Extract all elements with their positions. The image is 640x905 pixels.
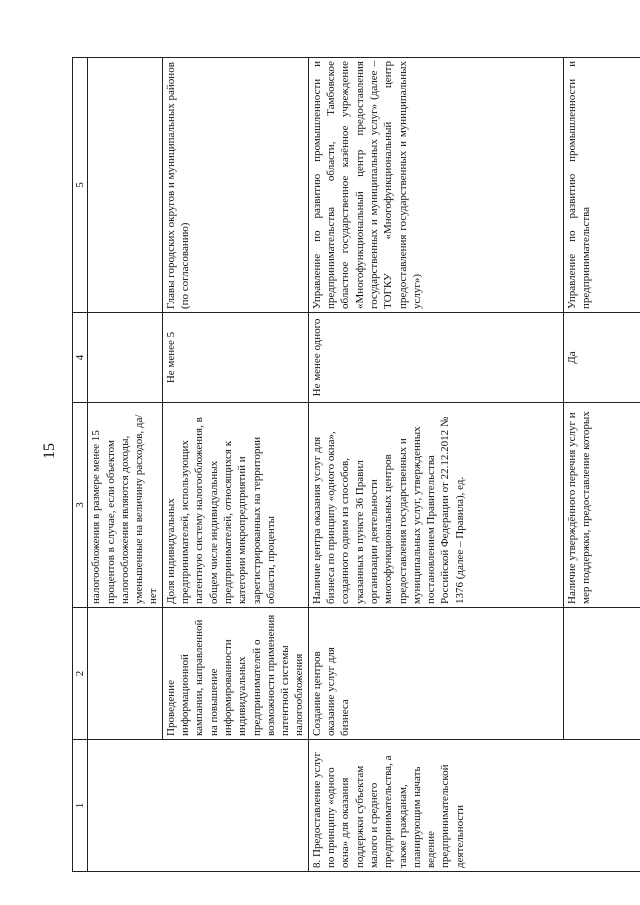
row4-col3: Наличие утверждённого перечня услуг и мер поддержки, предоставление которых <box>563 403 640 608</box>
row2-col2: Проведение информационной кампании, направленной на повышение информированности индивидуальных предпринимателей о возможности применения патентной системы налогообложения <box>162 608 308 740</box>
row3-col4: Не менее одного <box>308 313 563 403</box>
row1-col1 <box>88 740 308 872</box>
row1-col5 <box>88 58 162 313</box>
header-col-4: 4 <box>73 313 88 403</box>
row1-col4 <box>88 313 162 403</box>
row2-col3: Доля индивидуальных предпринимателей, использующих патентную систему налогообложения, в общем числе индивидуальных предпринимателей, относящихся к категории микропредприятий и зарегистрированных на территории области, проценты <box>162 403 308 608</box>
row4-col4: Да <box>563 313 640 403</box>
header-col-2: 2 <box>73 608 88 740</box>
row3-col2: Создание центров оказание услуг для бизнеса <box>308 608 563 740</box>
row3-col5: Управление по развитию промышленности и предпринимательства области, Тамбовское областное государственное казённое учреждение «Многофункциональный центр предоставления государственных и муниципальных услуг» (далее – ТОГКУ «Многофункциональный центр предоставления государственных и муниципальных услуг») <box>308 58 563 313</box>
header-col-5: 5 <box>73 58 88 313</box>
row1-col2 <box>88 608 162 740</box>
row4-col5: Управление по развитию промышленности и предпринимательства <box>563 58 640 313</box>
document-table-rotated <box>72 58 592 872</box>
row2-col4: Не менее 5 <box>162 313 308 403</box>
header-col-3: 3 <box>73 403 88 608</box>
page-number: 15 <box>41 443 58 459</box>
row1-col3: налогообложения в размере менее 15 процентов в случае, если объектом налогообложения являются доходы, уменьшенные на величину расходов, да/нет <box>88 403 162 608</box>
table-row <box>88 58 162 872</box>
row4-col2 <box>563 608 640 740</box>
row3-col3: Наличие центра оказания услуг для бизнеса по принципу «одного окна», созданного одним из способов, указанных в пункте 36 Правил организации деятельности многофункциональных центров предоставления государственных и муниципальных услуг, утвержденных постановлением Правительства Российской Федерации от 22.12.2012 № 1376 (далее – Правила), ед. <box>308 403 563 608</box>
header-col-1: 1 <box>73 740 88 872</box>
header-row <box>73 58 88 872</box>
measures-table <box>72 57 640 872</box>
row2-col5: Главы городских округов и муниципальных районов (по согласованию) <box>162 58 308 313</box>
row3-col1: 8. Предоставление услуг по принципу «одного окна» для оказания поддержки субъектам малого и среднего предпринимательства, а также гражданам, планирующим начать ведение предпринимательской деятельности <box>308 740 640 872</box>
table-row <box>308 58 563 872</box>
